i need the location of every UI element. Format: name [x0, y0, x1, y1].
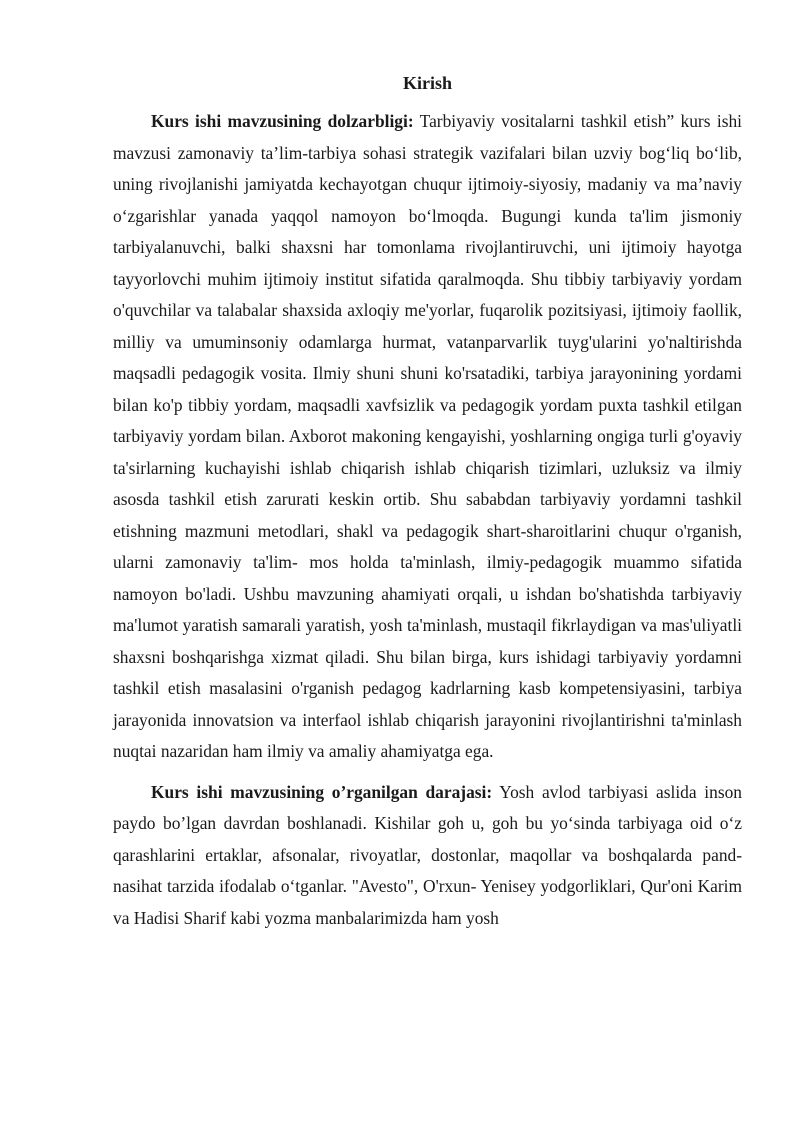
paragraph-lead: Kurs ishi mavzusining dolzarbligi: [151, 111, 414, 131]
paragraph-lead: Kurs ishi mavzusining o’rganilgan darajasi: [151, 781, 493, 802]
paragraph-study-level [113, 777, 742, 935]
paragraph-relevance [113, 106, 742, 768]
paragraph-body: Tarbiyaviy vositalarni tashkil etish” kurs ishi mavzusi zamonaviy ta’lim-tarbiya sohasi strategik vazifalari bilan uzviy bog‘liq bo‘lib, uning rivojlanishi jamiyatda kechayotgan chuqur ijtimoiy-siyosiy, madaniy va ma’naviy o‘zgarishlar yanada yaqqol namoyon bo‘lmoqda. Bugungi kunda ta'lim jismoniy tarbiyalanuvchi, balki shaxsni har tomonlama rivojlantiruvchi, uni ijtimoiy hayotga tayyorlovchi muhim ijtimoiy institut sifatida qaralmoqda. Shu tibbiy tarbiyaviy yordam o'quvchilar va talabalar shaxsida axloqiy me'yorlar, fuqarolik pozitsiyasi, ijtimoiy faollik, milliy va umuminsoniy odamlarga hurmat, vatanparvarlik tuyg'ularini yo'naltirishda maqsadli pedagogik vosita. Ilmiy shuni shuni ko'rsatadiki, tarbiya jarayonining yordami bilan ko'p tibbiy yordam, maqsadli xavfsizlik va pedagogik yordam puxta tashkil etilgan tarbiyaviy yordam bilan. Axborot makoning kengayishi, yoshlarning ongiga turli g'oyaviy ta'sirlarning kuchayishi ishlab chiqarish ishlab chiqarish tizimlari, uzluksiz va ilmiy asosda tashkil etish zarurati keskin ortib. Shu sababdan tarbiyaviy yordamni tashkil etishning mazmuni metodlari, shakl va pedagogik shart-sharoitlarini chuqur o'rganish, ularni zamonaviy ta'lim- mos holda ta'minlash, ilmiy-pedagogik muammo sifatida namoyon bo'ladi. Ushbu mavzuning ahamiyati orqali, u ishdan bo'shatishda tarbiyaviy ma'lumot yaratish samarali yaratish, yosh ta'minlash, mustaqil fikrlaydigan va mas'uliyatli shaxsni boshqarishga xizmat qiladi. Shu bilan birga, kurs ishidagi tarbiyaviy yordamni tashkil etish masalasini o'rganish pedagog kadrlarning kasb kompetensiyasini, tarbiya jarayonida innovatsion va interfaol ishlab chiqarish jarayonini rivojlantirishni ta'minlash nuqtai nazaridan ham ilmiy va amaliy ahamiyatga ega. [113, 111, 742, 761]
document-page [113, 72, 742, 934]
page-title: Kirish [402, 73, 452, 93]
paragraph-body: Yosh avlod tarbiyasi aslida inson paydo bo’lgan davrdan boshlanadi. Kishilar goh u, goh bu yo‘sinda tarbiyaga oid o‘z qarashlarini ertaklar, afsonalar, rivoyatlar, dostonlar, maqollar va boshqalarda pand- nasihat tarzida ifodalab o‘tganlar. "Avesto", O'rxun- Yenisey yodgorliklari, Qur'oni Karim va Hadisi Sharif kabi yozma manbalarimizda ham yosh [113, 781, 742, 928]
